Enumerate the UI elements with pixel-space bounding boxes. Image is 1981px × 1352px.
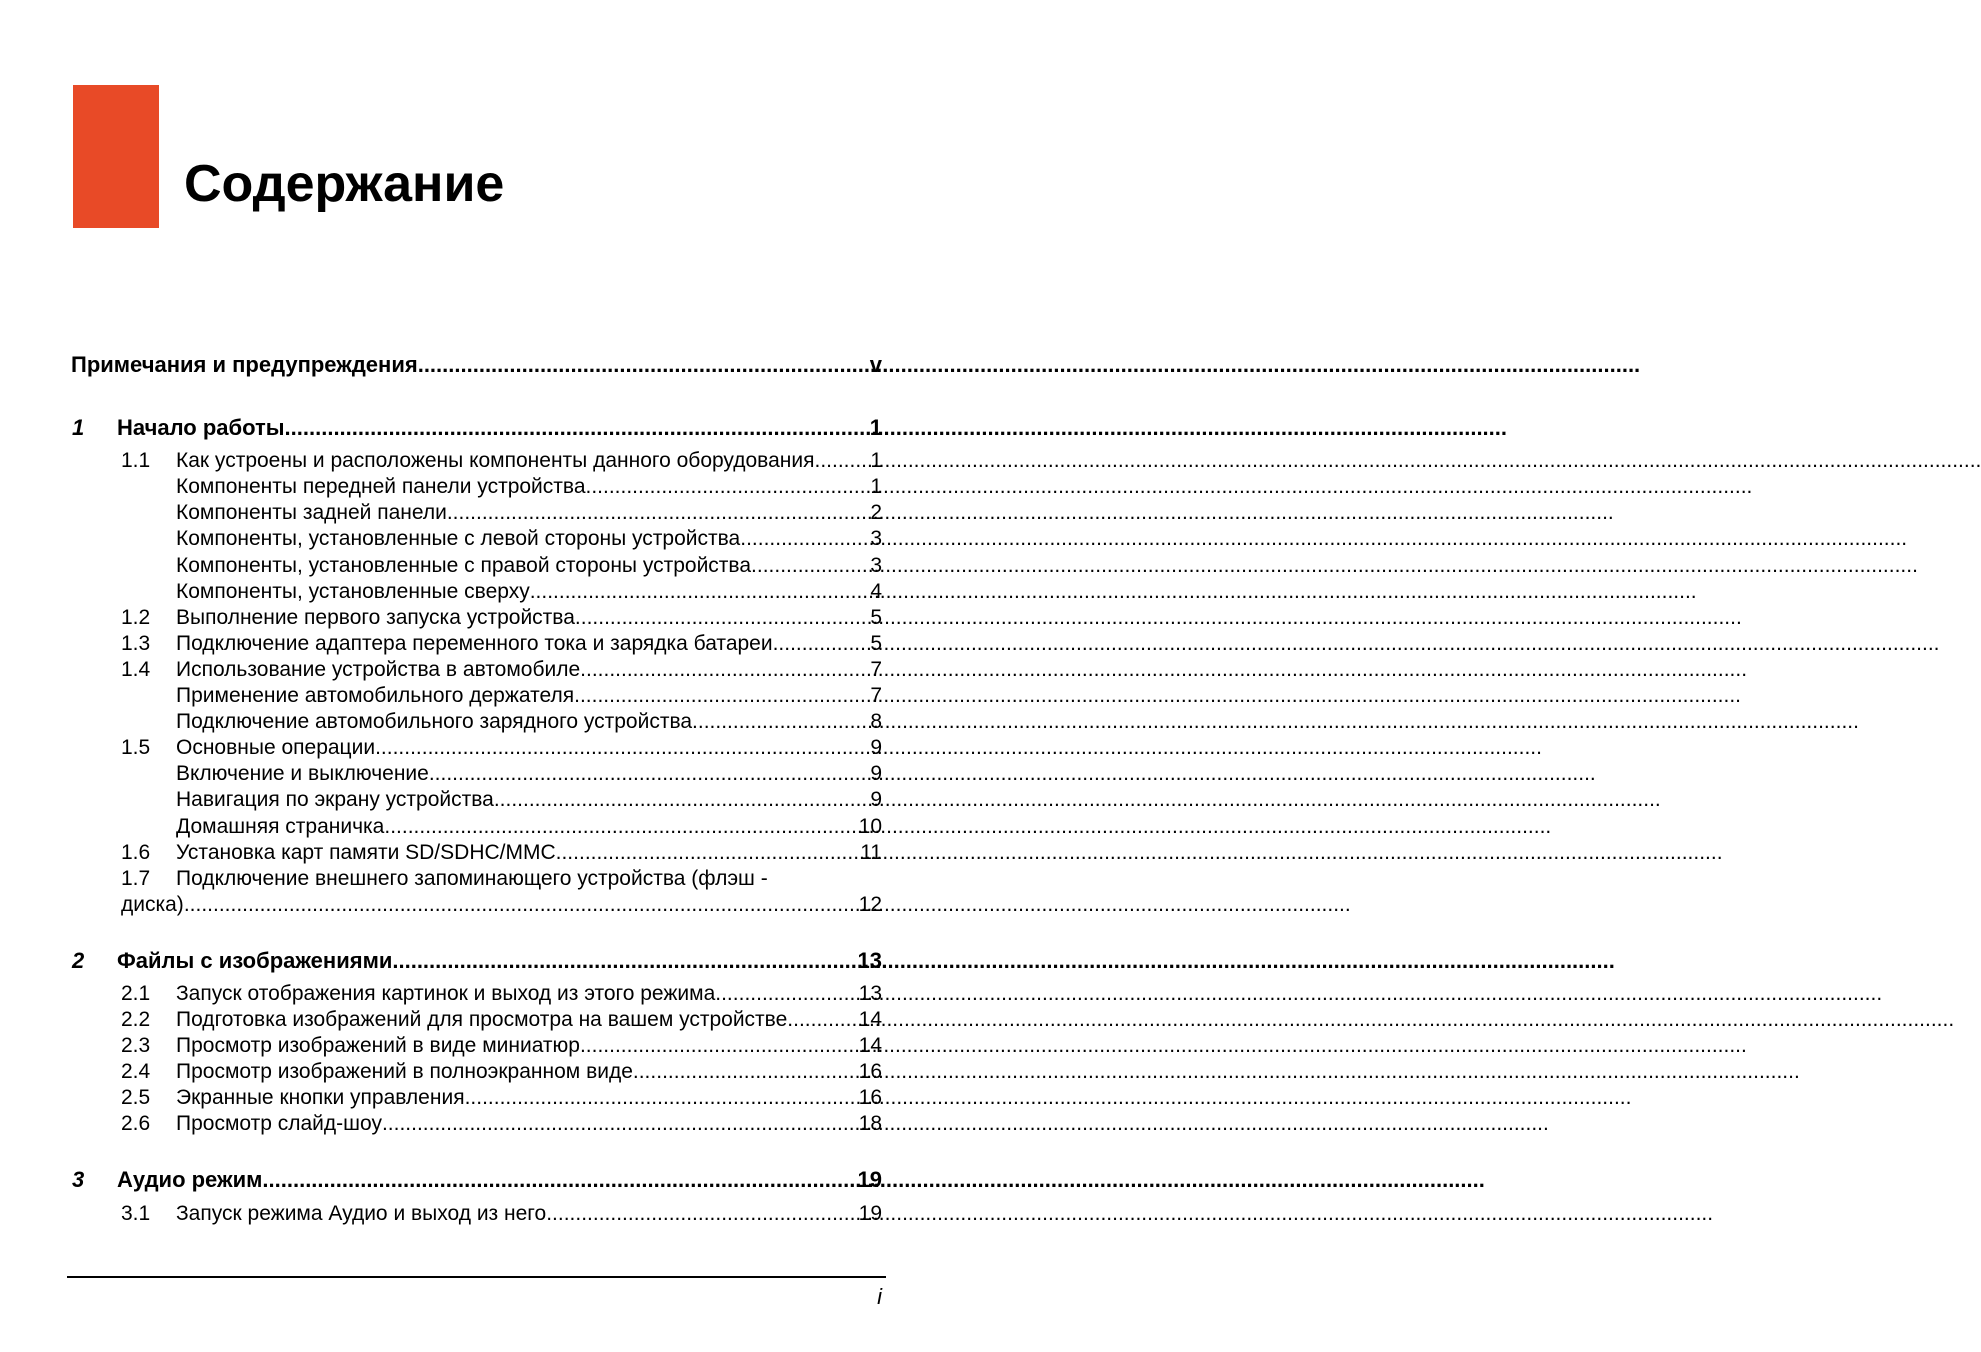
toc-entry-number: 1.7 [121,866,151,890]
dot-leader [740,526,870,552]
toc-entry-page: 14 [858,1034,882,1058]
toc-entry-title: Включение и выключение [176,762,429,786]
toc-entry-title: Установка карт памяти SD/SDHC/MMC [176,840,556,864]
toc-entry-title: Как устроены и расположены компоненты данного оборудования [176,449,815,473]
toc-entry-page: 8 [870,710,882,734]
toc-section[interactable] [70,735,882,761]
toc-entry-title: Применение автомобильного держателя [176,684,575,708]
toc-subsection[interactable] [70,814,882,840]
dot-leader [418,352,870,378]
toc-entry-title: Компоненты, установленные с левой стороны устройства [176,527,741,551]
toc-entry-title: Компоненты задней панели [176,501,447,525]
toc-entry-page: 3 [870,553,882,577]
toc-entry-number: 2.4 [121,1060,151,1084]
dot-leader [382,1111,859,1137]
toc-entry-page: 13 [857,947,882,973]
toc-entry-title: Компоненты, установленные сверху [176,579,530,603]
toc-entry-title: Основные операции [176,736,376,760]
dot-leader [429,761,870,787]
toc-entry-number: 2.6 [121,1112,151,1136]
toc-entry-page: 9 [870,788,882,812]
toc-entry-number: 1.2 [121,605,151,629]
toc-subsection[interactable] [70,500,882,526]
page-number: i [877,1284,882,1309]
dot-leader [787,1007,858,1033]
toc-entry-title: Навигация по экрану устройства [176,788,494,812]
toc-entry-page: 7 [870,684,882,708]
dot-leader [392,948,857,974]
dot-leader [586,474,871,500]
dot-leader [814,448,870,474]
toc-entry-title: Начало работы [117,415,285,441]
dot-leader [285,415,870,441]
chapter-accent-block [73,85,159,228]
dot-leader [384,814,858,840]
toc-section[interactable] [70,1085,882,1111]
toc-entry-page: 1 [870,475,882,499]
toc-section[interactable] [70,448,882,474]
dot-leader [375,735,870,761]
toc-entry-page: 10 [858,814,882,838]
dot-leader [494,787,870,813]
toc-entry-title: Подготовка изображений для просмотра на вашем устройстве [176,1008,788,1032]
toc-entry-page: 19 [857,1166,882,1192]
toc-entry-number: 2.5 [121,1086,151,1110]
toc-subsection[interactable] [70,683,882,709]
toc-chapter-3[interactable] [70,1167,882,1193]
toc-entry-page: 14 [858,1008,882,1032]
toc-entry-page: 19 [858,1201,882,1225]
toc-entry-title: Примечания и предупреждения [71,352,418,377]
toc-section-continuation[interactable] [70,892,882,918]
dot-leader [580,1033,859,1059]
toc-entry-page: 16 [858,1086,882,1110]
toc-entry-number: 1.1 [121,449,151,473]
toc-entry-page: 4 [870,579,882,603]
toc-section[interactable] [70,1111,882,1137]
toc-subsection[interactable] [70,474,882,500]
toc-entry-title: Компоненты, установленные с правой стороны устройства [176,553,752,577]
toc-entry-title: Подключение внешнего запоминающего устройства (флэш - [176,866,768,890]
toc-entry-page: 9 [870,762,882,786]
toc-entry-page: 3 [870,527,882,551]
toc-entry-title: Запуск режима Аудио и выход из него [176,1201,547,1225]
dot-leader [556,840,861,866]
toc-entry-title: Домашняя страничка [176,814,385,838]
toc-entry-page: 2 [870,501,882,525]
dot-leader [546,1201,858,1227]
toc-section[interactable] [70,866,882,892]
toc-entry-title: Запуск отображения картинок и выход из этого режима [176,981,716,1005]
toc-subsection[interactable] [70,553,882,579]
toc-entry-page: 1 [869,415,882,441]
dot-leader [751,553,870,579]
toc-entry-number: 1.5 [121,736,151,760]
toc-section[interactable] [70,657,882,683]
toc-entry-page: 5 [870,631,882,655]
toc-entry-number: 3 [72,1166,85,1192]
toc-entry-number: 2.2 [121,1008,151,1032]
toc-section[interactable] [70,1201,882,1227]
toc-entry-page: 12 [858,892,882,916]
dot-leader [715,981,858,1007]
toc-subsection[interactable] [70,579,882,605]
toc-entry-title: Экранные кнопки управления [176,1086,465,1110]
toc-entry-page: 18 [858,1112,882,1136]
dot-leader [530,579,871,605]
toc-entry-title: Использование устройства в автомобиле [176,657,581,681]
toc-entry-number: 1.4 [121,657,151,681]
toc-entry-number: 1.3 [121,631,151,655]
toc-entry-page: 7 [870,657,882,681]
toc-subsection[interactable] [70,787,882,813]
toc-entry-number: 2.1 [121,981,151,1005]
toc-entry-page: v [869,352,882,377]
toc-entry-title: Просмотр слайд-шоу [176,1112,382,1136]
toc-section[interactable] [70,605,882,631]
toc-entry-page: 1 [870,449,882,473]
toc-entry-title: Подключение автомобильного зарядного устройства [176,710,693,734]
toc-subsection[interactable] [70,526,882,552]
toc-section[interactable] [70,1059,882,1085]
dot-leader [580,657,870,683]
toc-section[interactable] [70,981,882,1007]
toc-section[interactable] [70,1033,882,1059]
toc-entry-title: Выполнение первого запуска устройства [176,605,575,629]
dot-leader [575,605,870,631]
footer-rule [67,1276,886,1278]
toc-chapter-2[interactable] [70,948,882,974]
toc-entry-title: Подключение адаптера переменного тока и зарядка батареи [176,631,773,655]
toc-entry-number: 1 [72,415,85,441]
toc-entry-page: 13 [858,981,882,1005]
toc-entry-number: 1.6 [121,840,151,864]
toc-entry-title: Просмотр изображений в полноэкранном виде [176,1060,633,1084]
toc-entry-number: 3.1 [121,1201,151,1225]
toc-entry-title: Файлы с изображениями [117,947,393,973]
dot-leader [447,500,870,526]
table-of-contents [70,352,882,1227]
dot-leader [262,1167,857,1193]
toc-subsection[interactable] [70,709,882,735]
toc-entry-title: Просмотр изображений в виде миниатюр [176,1034,580,1058]
dot-leader [773,631,871,657]
dot-leader [574,683,870,709]
toc-entry-page: 16 [858,1060,882,1084]
dot-leader [465,1085,859,1111]
toc-entry-title: Компоненты передней панели устройства [176,475,586,499]
toc-entry-number: 2 [72,947,85,973]
toc-entry-number: 2.3 [121,1034,151,1058]
toc-entry-page: 5 [870,605,882,629]
toc-section[interactable] [70,1007,882,1033]
toc-section[interactable] [70,631,882,657]
toc-subsection[interactable] [70,761,882,787]
toc-entry-title: диска) [121,892,184,916]
dot-leader [184,892,859,918]
toc-entry-title: Аудио режим [117,1166,263,1192]
page-title: Содержание [184,155,505,213]
toc-section[interactable] [70,840,882,866]
toc-chapter-1[interactable] [70,415,882,441]
toc-entry-page: 11 [860,840,882,864]
toc-entry-notes[interactable] [71,352,882,378]
toc-entry-page: 9 [870,736,882,760]
dot-leader [633,1059,859,1085]
dot-leader [692,709,870,735]
